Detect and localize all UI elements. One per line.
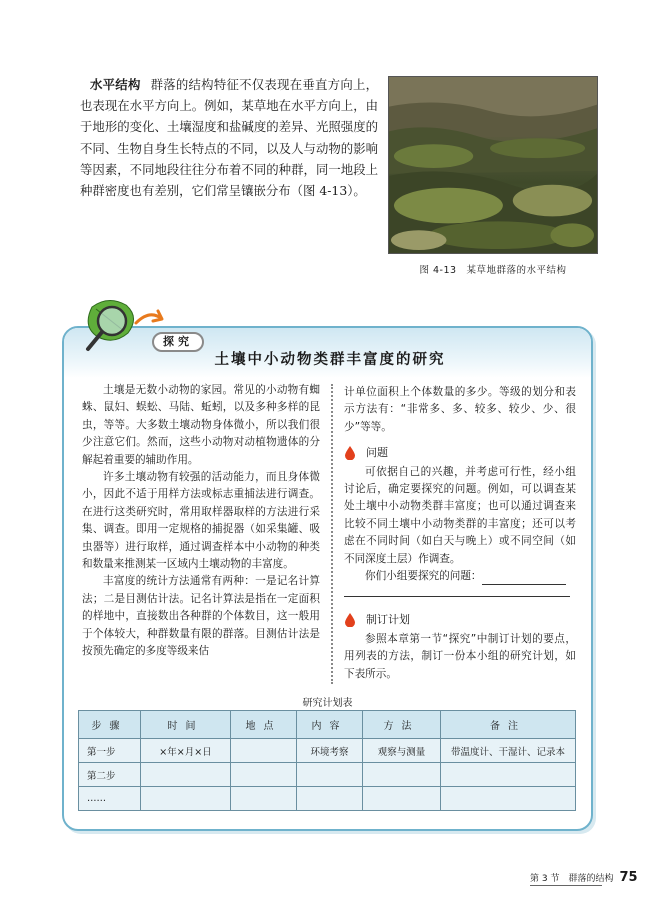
table-cell: 观察与测量 [363, 739, 441, 763]
plan-text: 参照本章第一节“探究”中制订计划的要点，用列表的方法，制订一份本小组的研究计划，如下表所示。 [344, 632, 576, 680]
footer-rule [530, 885, 602, 886]
plan-table-title: 研究计划表 [302, 698, 353, 709]
table-header: 内容 [297, 711, 363, 739]
footer-section: 第 3 节 群落的结构 [530, 874, 614, 884]
question-heading [344, 444, 576, 461]
column-divider [331, 384, 333, 684]
question-answer-blank-2[interactable] [344, 585, 570, 597]
table-cell[interactable] [297, 763, 363, 787]
table-header-row [79, 711, 576, 739]
table-cell: 第一步 [79, 739, 141, 763]
table-row [79, 763, 576, 787]
table-row [79, 787, 576, 811]
question-answer-blank[interactable] [482, 573, 566, 585]
table-cell[interactable] [297, 787, 363, 811]
table-cell[interactable] [231, 787, 297, 811]
table-cell: 带温度计、干湿计、记录本 [441, 739, 576, 763]
table-cell: …… [79, 787, 141, 811]
table-cell: 环境考察 [297, 739, 363, 763]
table-cell[interactable] [141, 763, 231, 787]
table-cell: 第二步 [79, 763, 141, 787]
right-continuation: 计单位面积上个体数量的多少。等级的划分和表示方法有：“非常多、多、较多、较少、少、很少”等等。 [344, 386, 576, 433]
table-cell[interactable] [363, 763, 441, 787]
table-cell[interactable] [141, 787, 231, 811]
table-cell[interactable] [441, 763, 576, 787]
table-header: 备注 [441, 711, 576, 739]
intro-text: 群落的结构特征不仅表现在垂直方向上，也表现在水平方向上。例如，某草地在水平方向上，由于地形的变化、土壤湿度和盐碱度的差异、光照强度的不同、生物自身生长特点的不同，以及人与动物的影响等因素，不同地段往往分布着不同的种群，同一地段上种群密度也有差别，它们常呈镶嵌分布（图 4-13）。 [80, 77, 379, 199]
intro-paragraph [80, 74, 378, 201]
table-header: 时间 [141, 711, 231, 739]
intro-lead: 水平结构 [90, 77, 141, 92]
question-prompt-line [344, 568, 576, 585]
drop-icon [344, 613, 356, 627]
grassland-photo [388, 76, 598, 254]
question-prompt: 你们小组要探究的问题： [365, 570, 482, 583]
question-text: 可依据自己的兴趣，并考虑可行性，经小组讨论后，确定要探究的问题。例如，可以调查某处土壤中小动物类群丰富度；也可以通过调查来比较不同土壤中小动物类群的丰富度；还可以考虑在不同时间（如白天与晚上）或不同空间（如不同深度土层）作调查。 [344, 465, 576, 565]
table-cell[interactable] [231, 763, 297, 787]
question-heading-label: 问题 [366, 446, 388, 460]
left-paragraph-3: 丰富度的统计方法通常有两种：一是记名计算法；二是目测估计法。记名计算法是指在一定面积的样地中，直接数出各种群的个体数目，这一般用于个体较大，种群数量有限的群落。目测估计法是按预先确定的多度等级来估 [82, 575, 320, 658]
left-paragraph-1: 土壤是无数小动物的家园。常见的小动物有蜘蛛、鼠妇、蜈蚣、马陆、蚯蚓，以及多种多样的昆虫，等等。大多数土壤动物身体微小，所以我们很少注意它们。然而，这些小动物对动植物遗体的分解起着重要的辅助作用。 [82, 384, 320, 466]
page-number: 75 [619, 870, 638, 885]
table-cell[interactable] [363, 787, 441, 811]
explore-right-column [344, 384, 576, 683]
plan-heading-label: 制订计划 [366, 613, 410, 627]
table-header: 地点 [231, 711, 297, 739]
table-cell[interactable] [231, 739, 297, 763]
explore-tag: 探究 [152, 332, 204, 352]
table-header: 步骤 [79, 711, 141, 739]
left-paragraph-2: 许多土壤动物有较强的活动能力，而且身体微小，因此不适于用样方法或标志重捕法进行调查。在进行这类研究时，常用取样器取样的方法进行采集、调查。即用一定规格的捕捉器（如采集罐、吸虫器等）进行取样，通过调查样本中小动物的种类和数量来推测某一区域内土壤动物的丰富度。 [82, 471, 320, 571]
page-footer [530, 870, 638, 885]
table-cell: ×年×月×日 [141, 739, 231, 763]
explore-title: 土壤中小动物类群丰富度的研究 [214, 351, 446, 368]
table-row [79, 739, 576, 763]
plan-table [78, 710, 576, 811]
figure-caption: 图 4-13 某草地群落的水平结构 [419, 265, 567, 276]
drop-icon [344, 446, 356, 460]
table-header: 方法 [363, 711, 441, 739]
plan-heading [344, 611, 576, 628]
table-cell[interactable] [441, 787, 576, 811]
explore-left-column [82, 382, 320, 661]
